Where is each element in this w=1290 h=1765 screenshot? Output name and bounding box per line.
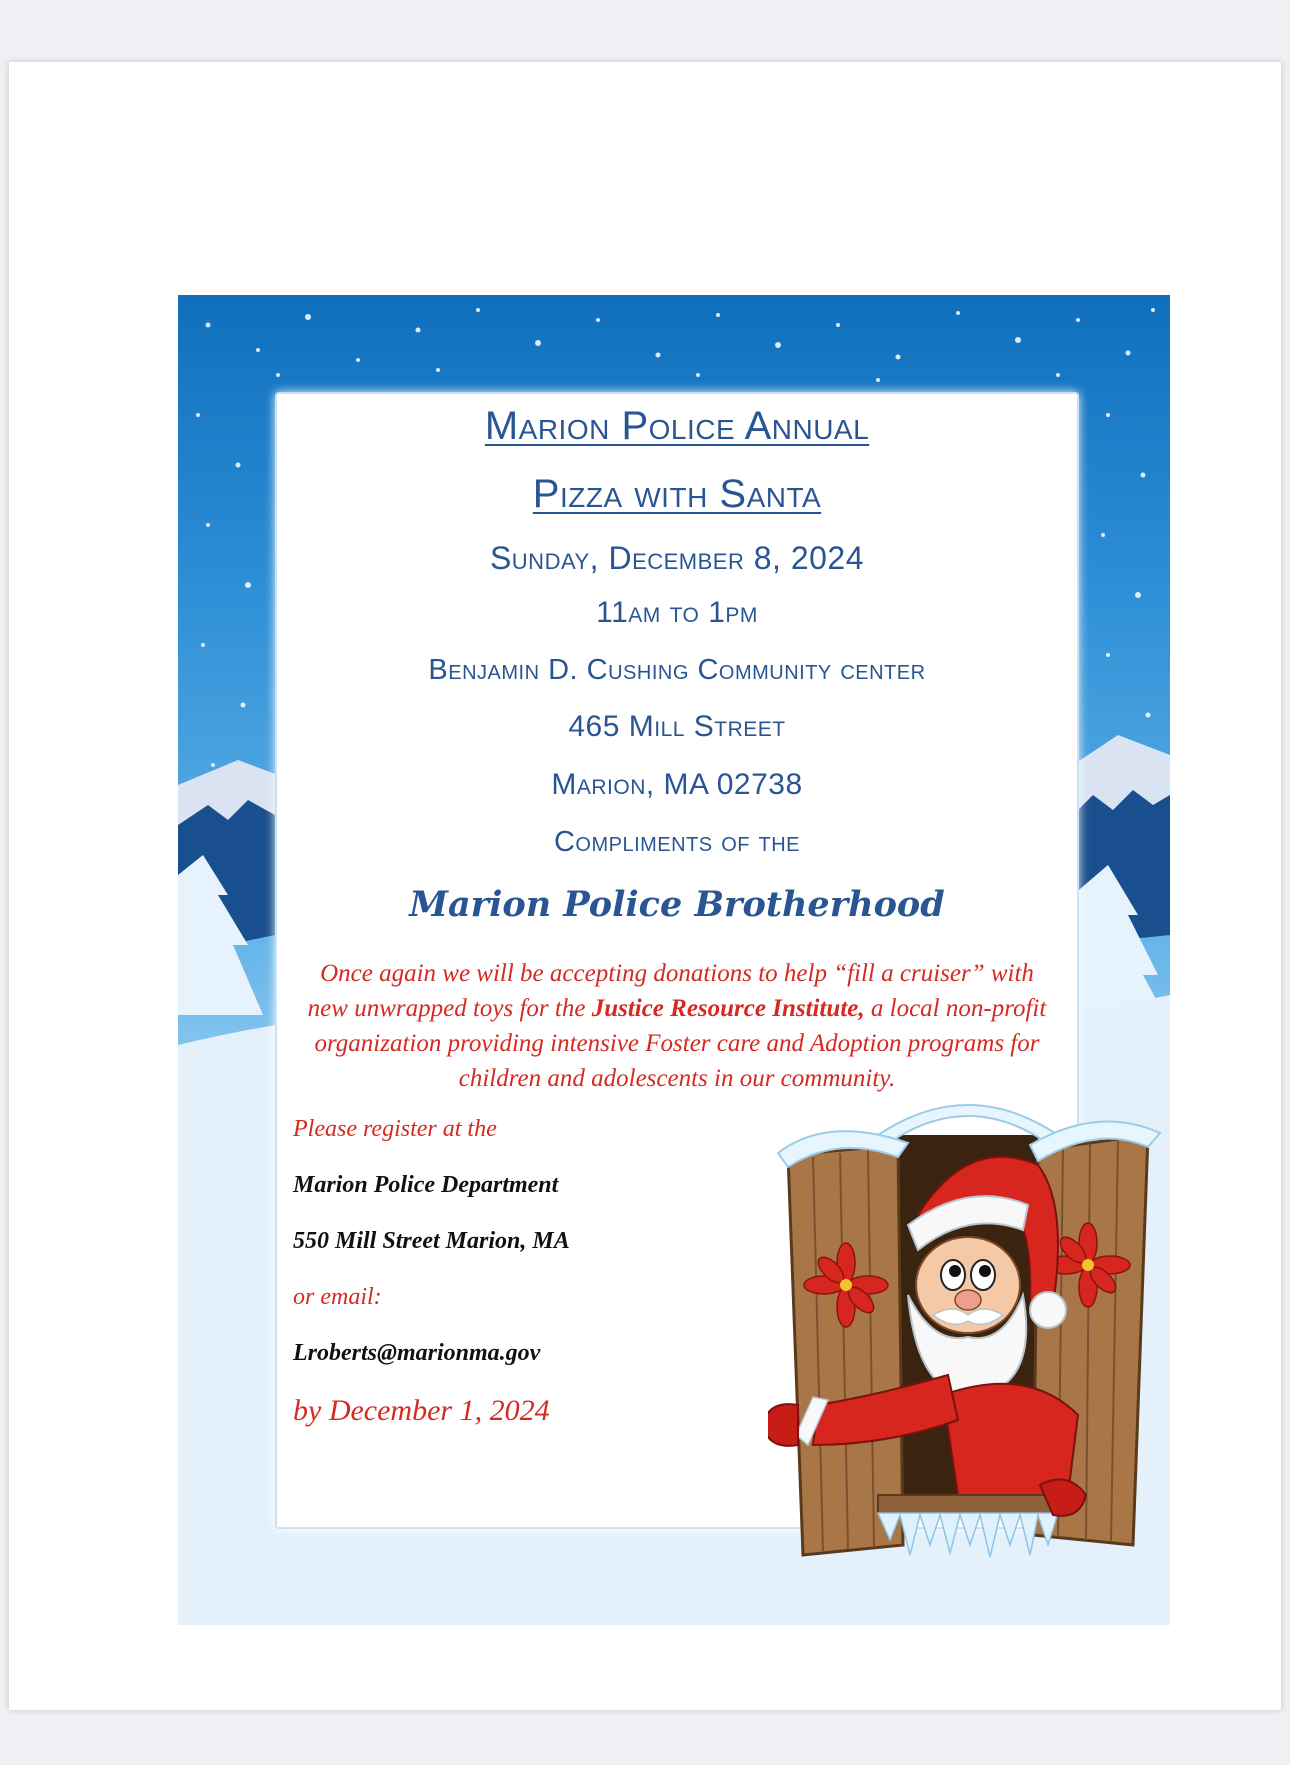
- donation-text-start: Once again we will be accepting donations to help “fill a cruiser” with new unwrapped toys for the: [307, 960, 1034, 1022]
- compliments-line: Compliments of the: [553, 826, 801, 858]
- register-deadline: by December 1, 2024: [293, 1394, 550, 1427]
- event-street: 465 Mill Street: [568, 710, 786, 743]
- document-page: [9, 62, 1281, 1710]
- title-line-2: Pizza with Santa: [532, 472, 822, 516]
- sponsor-name: Marion Police Brotherhood: [409, 884, 945, 925]
- event-date: Sunday, December 8, 2024: [489, 540, 865, 576]
- register-address: 550 Mill Street Marion, MA: [293, 1228, 570, 1254]
- santa-window-illustration: [768, 1075, 1168, 1595]
- title-line-1: Marion Police Annual: [484, 404, 870, 448]
- donation-organization: Justice Resource Institute,: [591, 995, 865, 1022]
- register-label: Please register at the: [293, 1116, 497, 1142]
- event-time: 11am to 1pm: [596, 596, 758, 629]
- email-label: or email:: [293, 1284, 382, 1310]
- event-venue: Benjamin D. Cushing Community center: [428, 654, 926, 686]
- register-place: Marion Police Department: [293, 1172, 559, 1198]
- christmas-flyer: [178, 295, 1170, 1625]
- donation-text-end: a local non-profit organization providing intensive Foster care and Adoption programs for children and adolescents in our community.: [314, 995, 1047, 1092]
- register-email: Lroberts@marionma.gov: [293, 1340, 541, 1366]
- event-city: Marion, MA 02738: [551, 768, 803, 801]
